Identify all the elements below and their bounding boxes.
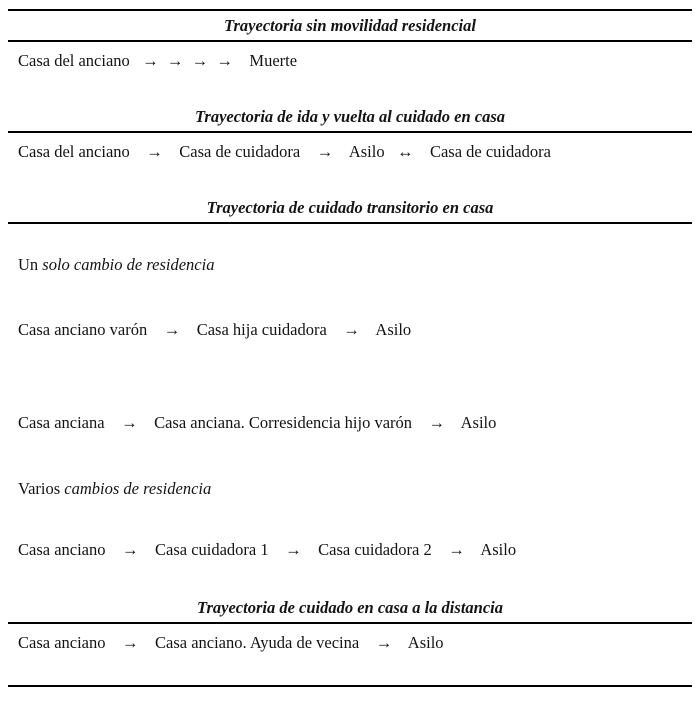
- section-rule: [8, 622, 692, 624]
- trajectory-row: Casa anciana → Casa anciana. Corresidencia hijo varón → Asilo: [18, 413, 497, 432]
- section-title-a-la-distancia: Trayectoria de cuidado en casa a la distancia: [197, 598, 503, 617]
- bottom-rule: [8, 685, 692, 687]
- section-rule: [8, 222, 692, 224]
- trajectory-row: Casa anciano → Casa anciano. Ayuda de vecina → Asilo: [18, 633, 444, 652]
- trajectory-row: Casa del anciano → Casa de cuidadora → Asilo ↔ Casa de cuidadora: [18, 142, 551, 161]
- subheading-prefix: Un: [18, 255, 43, 274]
- section-title-ida-y-vuelta: Trayectoria de ida y vuelta al cuidado en casa: [194, 107, 506, 126]
- trajectory-row: Casa del anciano → → → → Muerte: [18, 51, 298, 70]
- subheading-varios-cambios: [8, 479, 692, 498]
- trajectory-row: Casa anciano varón → Casa hija cuidadora → Asilo: [18, 320, 412, 339]
- subheading-italic: solo cambio de residencia: [42, 255, 215, 274]
- subheading-italic: cambios de residencia: [64, 479, 212, 498]
- top-rule: [8, 9, 692, 11]
- section-rule: [8, 131, 692, 133]
- section-title-cuidado-transitorio: Trayectoria de cuidado transitorio en casa: [206, 198, 494, 217]
- section-rule: [8, 40, 692, 42]
- section-title-sin-movilidad: Trayectoria sin movilidad residencial: [224, 16, 476, 35]
- trajectory-row: Casa anciano → Casa cuidadora 1 → Casa cuidadora 2 → Asilo: [18, 540, 517, 559]
- subheading-prefix: Varios: [18, 479, 65, 498]
- subheading-un-solo-cambio: [8, 255, 692, 274]
